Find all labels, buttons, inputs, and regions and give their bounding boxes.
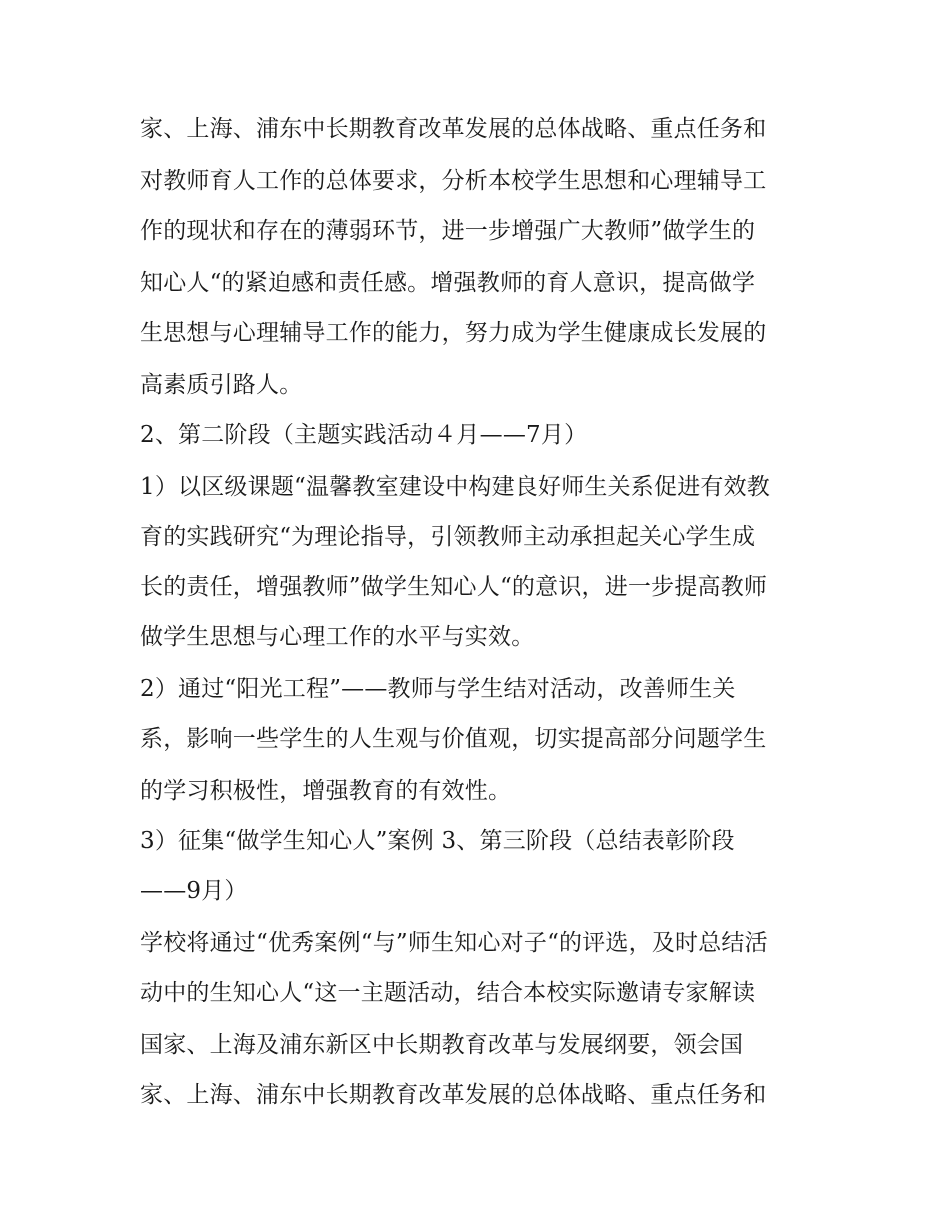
text-line: 3）征集“做学生知心人”案例 3、第三阶段（总结表彰阶段 (140, 828, 735, 854)
text-line: 知心人“的紧迫感和责任感。增强教师的育人意识，提高做学 (140, 270, 756, 296)
text-line: 育的实践研究“为理论指导，引领教师主动承担起关心学生成 (140, 524, 756, 550)
text-line: ——9月） (140, 878, 248, 904)
text-line: 1）以区级课题“温馨教室建设中构建良好师生关系促进有效教 (140, 474, 770, 500)
text-line: 做学生思想与心理工作的水平与实效。 (140, 624, 535, 650)
text-line: 学校将通过“优秀案例“与”师生知心对子“的评选，及时总结活 (140, 930, 768, 956)
section-heading: 2、第二阶段（主题实践活动４月——7月） (140, 422, 588, 448)
text-line: 高素质引路人。 (140, 372, 303, 398)
text-line: 家、上海、浦东中长期教育改革发展的总体战略、重点任务和 (140, 1082, 767, 1108)
text-line: 系，影响一些学生的人生观与价值观，切实提高部分问题学生 (140, 726, 767, 752)
text-line: 国家、上海及浦东新区中长期教育改革与发展纲要，领会国 (140, 1032, 744, 1058)
text-line: 长的责任，增强教师”做学生知心人“的意识，进一步提高教师 (140, 574, 768, 600)
text-line: 作的现状和存在的薄弱环节，进一步增强广大教师”做学生的 (140, 218, 756, 244)
text-line: 对教师育人工作的总体要求，分析本校学生思想和心理辅导工 (140, 168, 767, 194)
text-line: 动中的生知心人“这一主题活动，结合本校实际邀请专家解读 (140, 980, 756, 1006)
text-line: 家、上海、浦东中长期教育改革发展的总体战略、重点任务和 (140, 116, 767, 142)
text-line: 的学习积极性，增强教育的有效性。 (140, 778, 512, 804)
text-line: 2）通过“阳光工程”——教师与学生结对活动，改善师生关 (140, 676, 736, 702)
text-line: 生思想与心理辅导工作的能力，努力成为学生健康成长发展的 (140, 320, 767, 346)
